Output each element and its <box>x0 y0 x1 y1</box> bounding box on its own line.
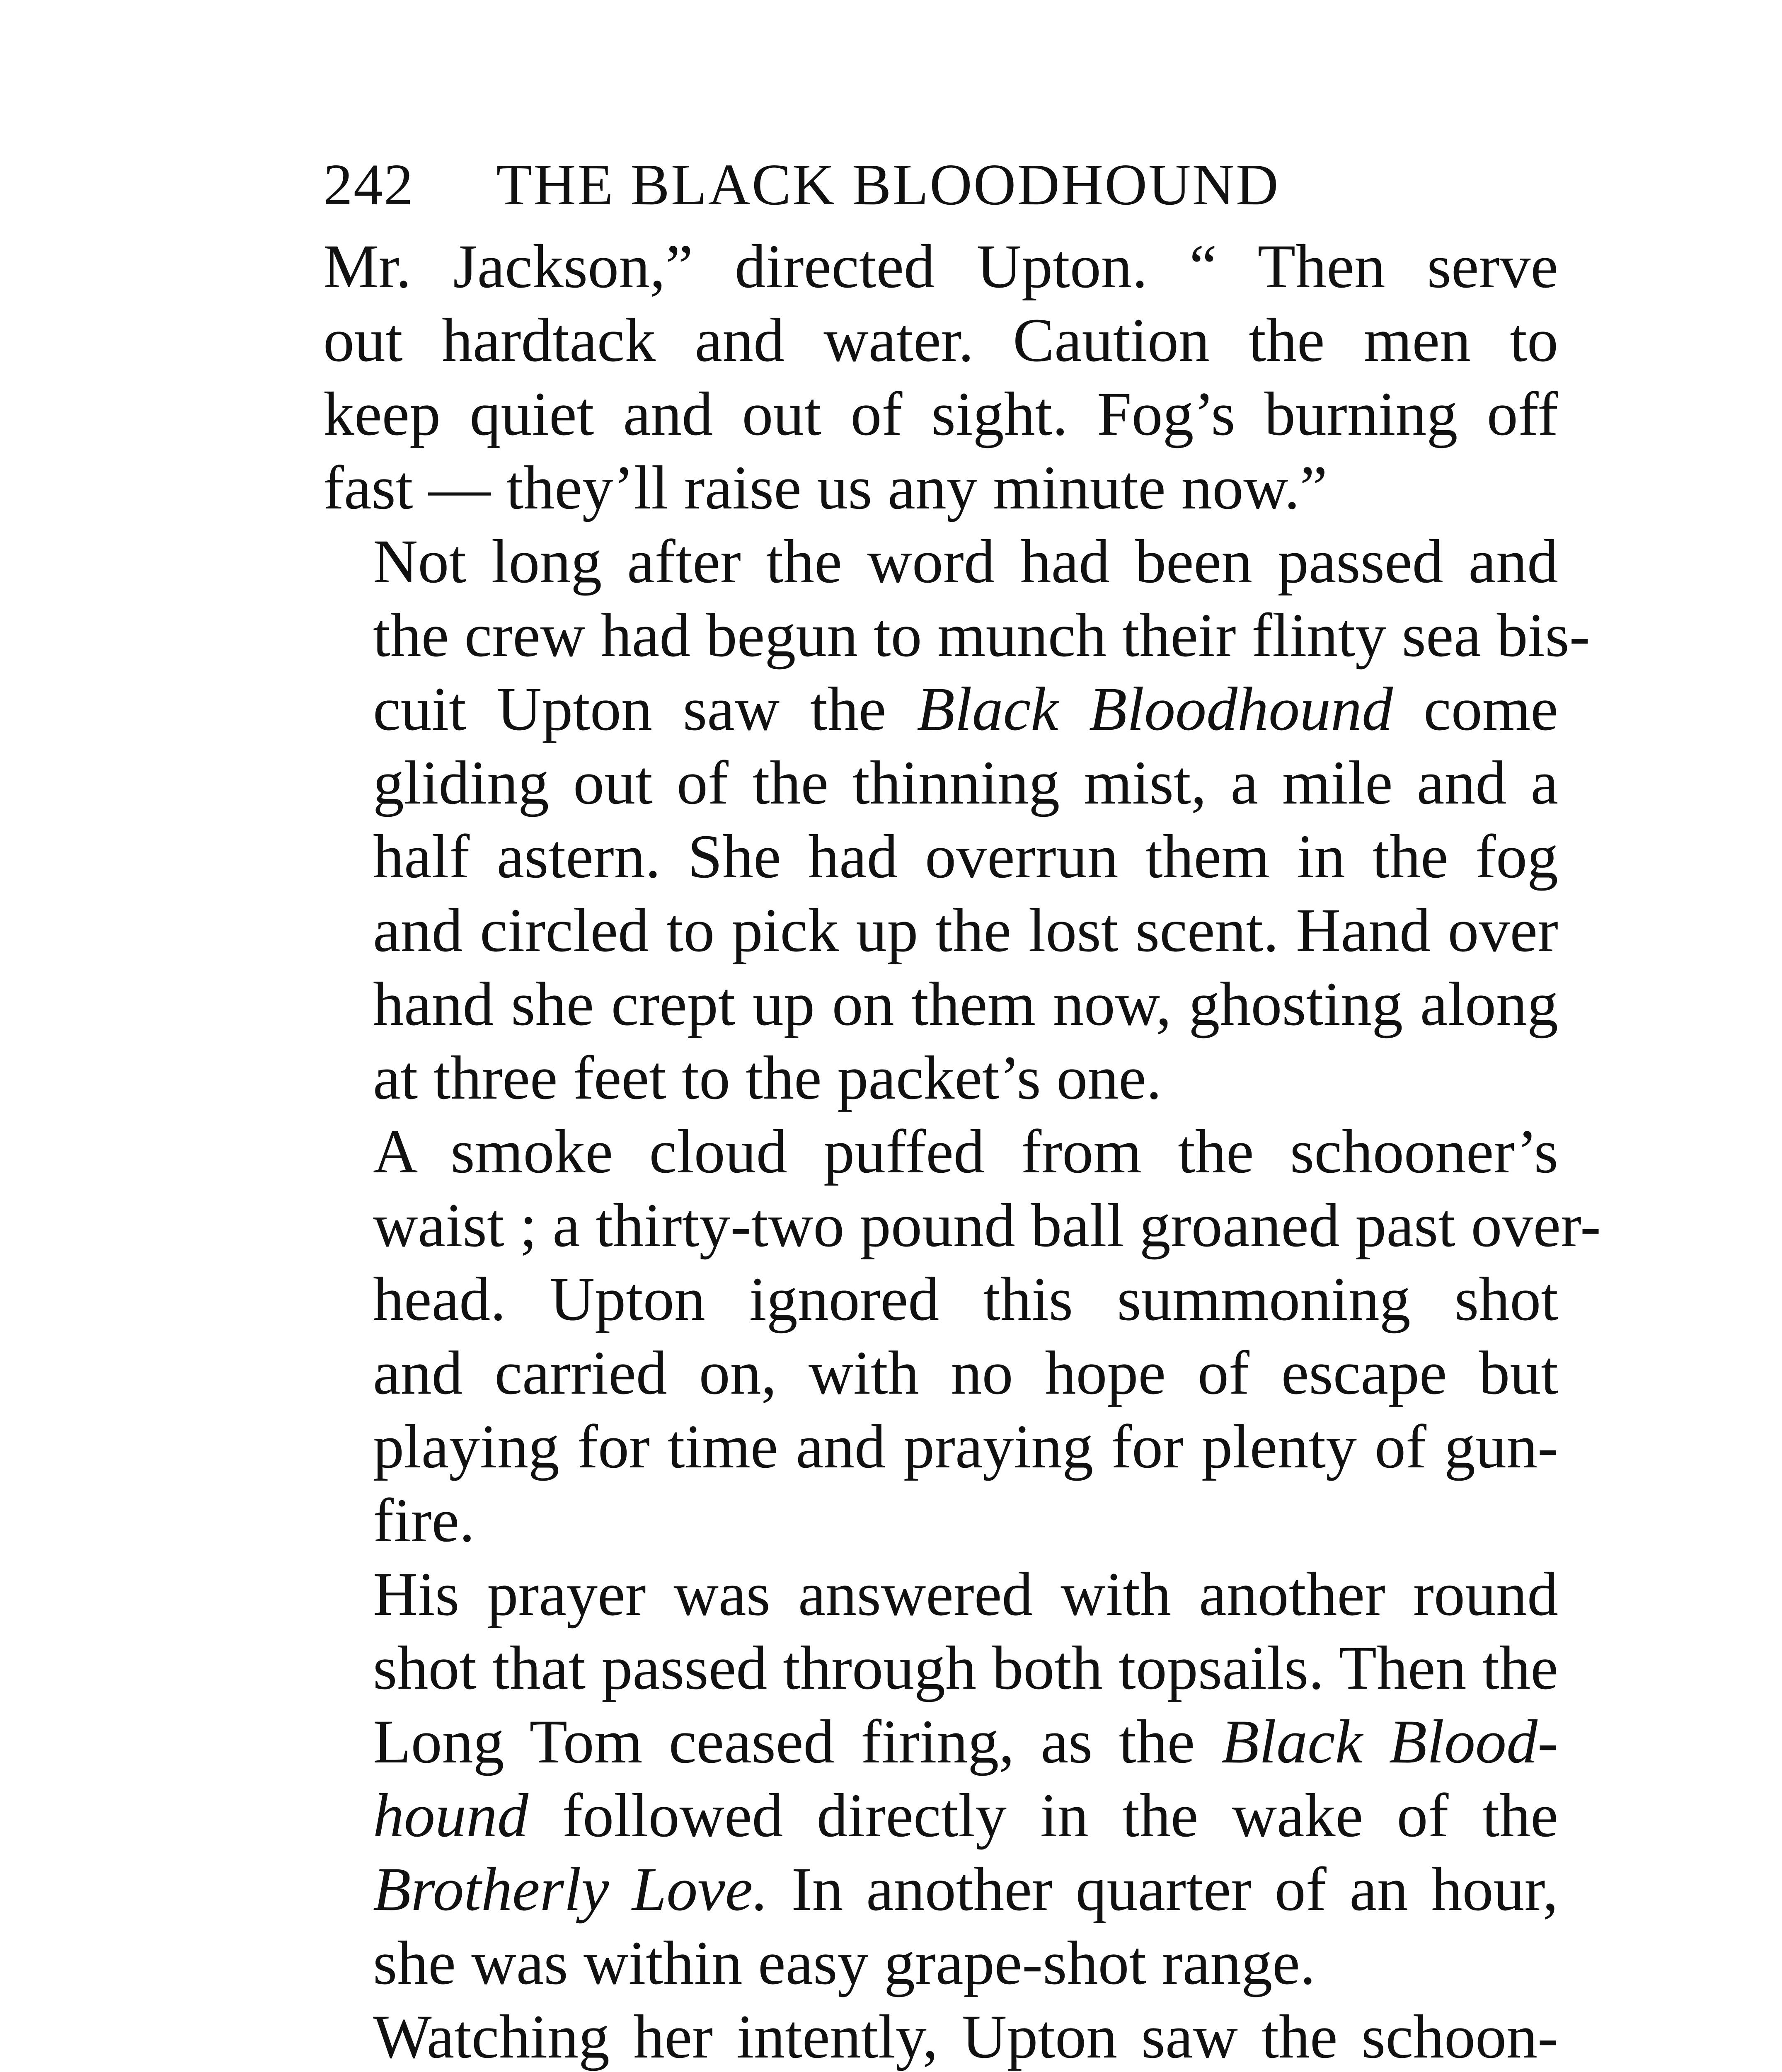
italic-text: hound <box>373 1781 528 1850</box>
text-line <box>323 1484 1558 1557</box>
italic-text: Black Bloodhound <box>917 675 1393 743</box>
text-line <box>323 1705 1558 1779</box>
text-line <box>323 1188 1601 1262</box>
text-line <box>323 230 1558 303</box>
text-line <box>323 1336 1558 1410</box>
text-line <box>323 377 1558 451</box>
text-run: shot that passed through both topsails. Then the <box>373 1634 1558 1702</box>
text-line <box>323 672 1558 746</box>
text-run: at three feet to the packet’s one. <box>373 1043 1162 1112</box>
text-run: His prayer was answered with another round <box>373 1560 1558 1629</box>
text-line <box>323 2000 1558 2072</box>
running-head <box>323 149 1558 220</box>
text-line <box>323 598 1590 672</box>
text-run: she was within easy grape-shot range. <box>373 1929 1316 1997</box>
paragraph <box>323 230 1558 525</box>
text-line <box>323 893 1558 967</box>
text-run: out hardtack and water. Caution the men to <box>323 306 1558 375</box>
text-run: and carried on, with no hope of escape but <box>373 1339 1558 1407</box>
text-line <box>323 1115 1558 1188</box>
text-run: fast — they’ll raise us any minute now.” <box>323 453 1327 522</box>
text-run: followed directly in the wake of the <box>528 1781 1558 1850</box>
paragraph <box>323 1115 1601 1557</box>
text-run: playing for time and praying for plenty of gun- <box>373 1412 1558 1481</box>
text-run: half astern. She had overrun them in the fog <box>373 822 1558 891</box>
text-run: Mr. Jackson,” directed Upton. “ Then serve <box>323 232 1558 301</box>
text-line <box>323 525 1558 598</box>
italic-text: Black Blood- <box>1221 1707 1558 1776</box>
page-number: 242 <box>323 152 414 217</box>
text-run: head. Upton ignored this summoning shot <box>373 1265 1558 1334</box>
text-line <box>323 1041 1558 1115</box>
text-line <box>323 1852 1558 1926</box>
text-run: cuit Upton saw the <box>373 675 917 743</box>
body-text <box>323 230 1601 2072</box>
text-run: In another quarter of an hour, <box>768 1855 1559 1924</box>
paragraph <box>323 2000 1558 2072</box>
text-run: fire. <box>373 1486 475 1555</box>
text-run: come <box>1393 675 1558 743</box>
text-line <box>323 1631 1558 1705</box>
text-line <box>323 1410 1558 1484</box>
text-run: and circled to pick up the lost scent. Hand over <box>373 896 1558 965</box>
text-run: Not long after the word had been passed and <box>373 527 1558 596</box>
text-line <box>323 1262 1558 1336</box>
text-line <box>323 1779 1558 1852</box>
text-line <box>323 1926 1558 2000</box>
text-line <box>323 967 1558 1041</box>
text-line <box>323 746 1558 820</box>
text-run: the crew had begun to munch their flinty sea bis- <box>373 601 1590 670</box>
text-run: hand she crept up on them now, ghosting along <box>373 970 1558 1038</box>
text-line <box>323 303 1558 377</box>
italic-text: Brotherly Love. <box>373 1855 768 1924</box>
text-run: Watching her intently, Upton saw the schoon- <box>373 2002 1558 2071</box>
text-line <box>323 451 1558 525</box>
text-run: A smoke cloud puffed from the schooner’s <box>373 1117 1558 1186</box>
paragraph <box>323 525 1590 1115</box>
text-run: waist ; a thirty-two pound ball groaned past over- <box>373 1191 1601 1260</box>
text-run: gliding out of the thinning mist, a mile and a <box>373 748 1558 817</box>
text-line <box>323 820 1558 893</box>
text-run: Long Tom ceased firing, as the <box>373 1707 1221 1776</box>
paragraph <box>323 1557 1558 2000</box>
text-line <box>323 1557 1558 1631</box>
book-page <box>323 149 1601 2072</box>
text-run: keep quiet and out of sight. Fog’s burning off <box>323 380 1558 448</box>
book-title: THE BLACK BLOODHOUND <box>496 152 1280 217</box>
